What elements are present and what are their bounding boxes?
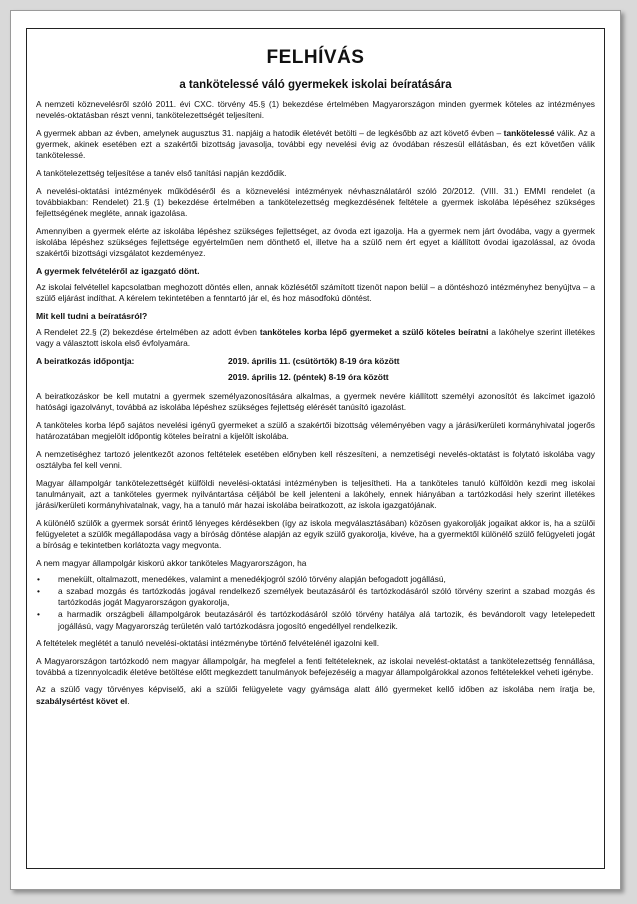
bullet-icon: • — [37, 586, 40, 596]
bullet-icon: • — [37, 573, 40, 584]
enrollment-dates-label: A beiratkozás időpontja: — [36, 356, 135, 367]
enrollment-dates — [36, 356, 595, 386]
paragraph-nationality: A nemzetiséghez tartozó jelentkezőt azonos feltételek esetében előnyben kell részesíteni, a nemzetiségi nevelés-oktatást is folytató iskolába vagy osztályba fel kell venni. — [36, 448, 595, 471]
heading-admission-decision: A gyermek felvételéről az igazgató dönt. — [36, 265, 200, 276]
paragraph-appeal: Az iskolai felvétellel kapcsolatban meghozott döntés ellen, annak közlésétől számított tizenöt napon belül – a döntéshozó intézményhez benyújtva – a szülő eljárást indíthat. A kérelem tekintetében a fenntartó jár el, és hoz másodfokú döntést. — [36, 282, 595, 304]
paragraph-documents-required: A beiratkozáskor be kell mutatni a gyermek személyazonosítására alkalmas, a gyermek nevére kiállított személyi azonosítót és lakcímet igazoló hatósági igazolványt, továbbá az iskolába lépéshez szükséges fejlettség elérését tanúsító igazolást. — [36, 391, 595, 413]
document-subtitle: a tankötelessé váló gyermekek iskolai beíratására — [179, 79, 452, 91]
document-frame — [26, 28, 605, 869]
paragraph-conditions-proof: A feltételek meglétét a tanuló nevelési-oktatási intézménybe történő felvételénél igazolni kell. — [36, 637, 380, 648]
text-segment: Az a szülő vagy törvényes képviselő, aki a szülői felügyelete vagy gyámsága alatt álló gyermeket kellő időben az iskolába nem íratja be, — [36, 684, 595, 695]
bold-text: tanköteles korba lépő gyermeket a szülő köteles beíratni — [259, 327, 489, 338]
text-segment: A Rendelet 22.§ (2) bekezdése értelmében az adott évben — [36, 327, 260, 338]
document-page — [10, 10, 621, 890]
text-segment: a lakóhelye szerint illetékes vagy a választott iskola első évfolyamára. — [36, 327, 595, 349]
paragraph-abroad: Magyar állampolgár tankötelezettségét külföldi nevelési-oktatási intézményben is teljesítheti. Ha a tanköteles tanuló külföldön kezdi meg iskolai tanulmányait, azt a tanköteles gyermek nyilvántartása céljából be kell jelenteni a lakóhely, ennek hiányában a tartózkodási hely szerint illetékes járási/kerületi kormányhivatalnak, vagy, ha a tanuló már hazai iskolába beiratkozott, az iskola igazgatójának. — [36, 477, 595, 511]
list-item — [36, 609, 595, 631]
enrollment-date-1: 2019. április 11. (csütörtök) 8-19 óra között — [228, 356, 400, 367]
text-segment: . — [127, 695, 130, 706]
list-item-text: a szabad mozgás és tartózkodás jogával rendelkező személyek beutazásáról és tartózkodásáról szóló törvény szerint a szabad mozgás és tartózkodás jogát Magyarországon gyakorolja, — [58, 586, 595, 608]
list-item-text: menekült, oltalmazott, menedékes, valamint a menedékjogról szóló törvény alapján befogadott jogállású, — [58, 573, 446, 584]
paragraph-school-start: A tankötelezettség teljesítése a tanév első tanítási napján kezdődik. — [36, 168, 287, 179]
enrollment-date-2: 2019. április 12. (péntek) 8-19 óra között — [228, 372, 389, 383]
heading-enrollment-info: Mit kell tudni a beíratásról? — [36, 311, 148, 322]
list-item-text: a harmadik országbeli állampolgárok beutazásáról és tartózkodásáról szóló törvény hatálya alá tartozik, és bevándorolt vagy letelepedett jogállású, vagy Magyarország területén való tartózkodásra jogosító engedéllyel rendelkezik. — [58, 609, 595, 631]
bullet-icon: • — [37, 609, 40, 620]
paragraph-offence — [36, 684, 595, 706]
paragraph-non-citizen: A nem magyar állampolgár kiskorú akkor tanköteles Magyarországon, ha — [36, 558, 307, 569]
bold-text: tankötelessé — [503, 127, 555, 138]
paragraph-school-age — [36, 128, 595, 162]
paragraph-compulsory-education: A nemzeti köznevelésről szóló 2011. évi CXC. törvény 45.§ (1) bekezdése értelmében Magyarországon minden gyermek köteles az intézményes nevelés-oktatásban részt venni, tankötelezettségét teljesíteni. — [36, 99, 595, 121]
paragraph-enrollment-duty — [36, 327, 595, 349]
paragraph-equal-conditions: A Magyarországon tartózkodó nem magyar állampolgár, ha megfelel a fenti feltételeknek, az iskolai nevelést-oktatást a tankötelezettség fennállása, továbbá a tizennyolcadik életéve betöltése előtt megkezdett tanulmányok befejezéséig a magyar állampolgárokkal azonos feltételekkel veheti igénybe. — [36, 655, 595, 677]
document-title: FELHÍVÁS — [266, 47, 365, 68]
bold-text: szabálysértést követ el — [36, 695, 128, 706]
condition-list — [36, 574, 595, 632]
list-item — [36, 574, 595, 585]
text-segment: A gyermek abban az évben, amelynek augusztus 31. napjáig a hatodik életévét betölti – de legkésőbb az azt követő évben – — [36, 127, 504, 138]
text-segment: válik. Az a gyermek, akinek esetében ezt a szakértői bizottság javasolja, további egy nevelési évig az óvodában részesül ellátásban, és ezt követően válik tankötelessé. — [36, 127, 595, 161]
paragraph-kindergarten-certificate: Amennyiben a gyermek elérte az iskolába lépéshez szükséges fejlettséget, az óvoda ezt igazolja. Ha a gyermek nem járt óvodába, vagy a gyermek iskolába lépéshez szükséges fejlettsége egyértelműen nem dönthető el, illetve ha a szülő nem ért egyet a kiállított óvodai igazolással, az óvoda szakértői bizottsági vizsgálatot kezdeményez. — [36, 225, 595, 259]
paragraph-special-needs: A tanköteles korba lépő sajátos nevelési igényű gyermeket a szülő a szakértői bizottság véleményében vagy a járási/kerületi kormányhivatal jogerős határozatában megjelölt időpontig köteles beíratni a kijelölt iskolába. — [36, 420, 595, 442]
list-item — [36, 586, 595, 608]
paragraph-separated-parents: A különélő szülők a gyermek sorsát érintő lényeges kérdésekben (így az iskola megválasztásában) közösen gyakorolják jogaikat akkor is, ha a szülői felügyeletet a szülők megállapodása vagy a bíróság döntése alapján az egyik szülő gyakorolja, kivéve, ha a gyermektől különélő szülő felügyeleti jogát a bíróság e tekintetben korlátozta vagy megvonta. — [36, 517, 595, 551]
paragraph-decree: A nevelési-oktatási intézmények működéséről és a köznevelési intézmények névhasználatáról szóló 20/2012. (VIII. 31.) EMMI rendelet (a továbbiakban: Rendelet) 21.§ (1) bekezdése értelmében a tankötelezettség megkezdésének feltétele a gyermek iskolába lépéséhez szükséges fejlettségének megléte, annak igazolása. — [36, 185, 595, 219]
